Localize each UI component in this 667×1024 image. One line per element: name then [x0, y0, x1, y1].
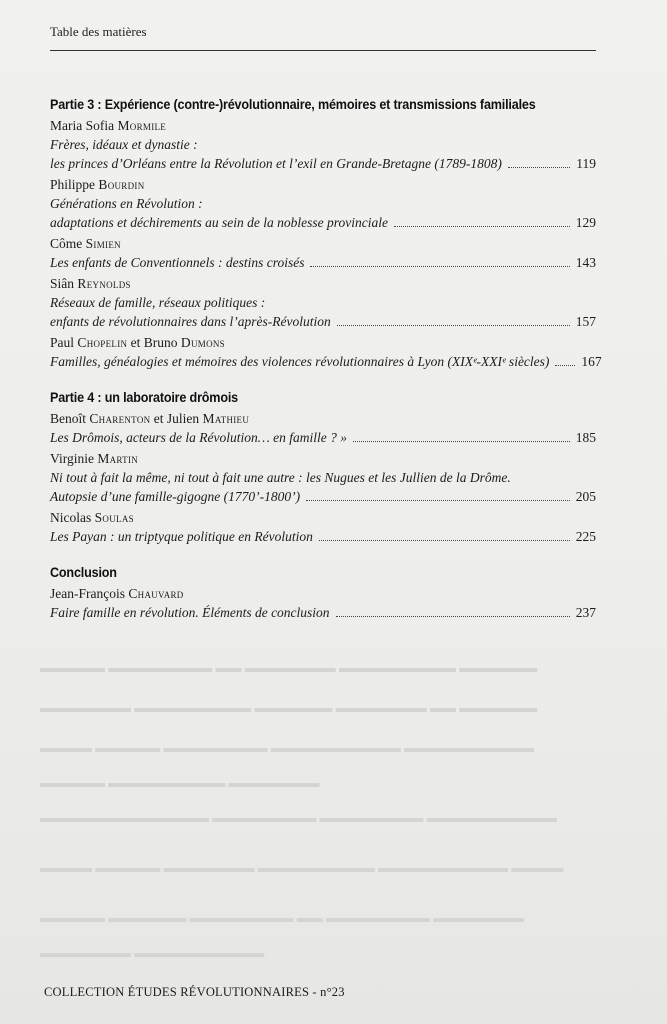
page-number: 225 — [575, 529, 596, 544]
author-last-name: Mathieu — [202, 411, 250, 426]
entry-title-leader-line — [50, 603, 596, 622]
entry-author — [50, 175, 596, 194]
entry-title-leader-line — [50, 253, 596, 272]
author-last-name: Soulas — [94, 510, 134, 525]
author-first-name: Virginie — [50, 451, 94, 466]
entry-title-line: Les Payan : un triptyque politique en Révolution — [50, 529, 313, 544]
entry-title-line: les princes d’Orléans entre la Révolution et l’exil en Grande-Bretagne (1789-1808) — [50, 156, 502, 171]
author-last-name: Chauvard — [128, 586, 184, 601]
entry-title-leader-line — [50, 312, 596, 331]
page-number: 157 — [575, 314, 596, 329]
collection-footer: COLLECTION ÉTUDES RÉVOLUTIONNAIRES - n°23 — [44, 985, 345, 999]
leader-dots — [306, 500, 570, 501]
show-through-decoration: ▬▬▬▬▬▬▬▬▬▬▬▬▬ ▬▬▬▬▬▬▬▬ ▬▬▬▬▬▬▬▬ ▬▬▬▬▬▬▬▬▬▬ — [40, 810, 557, 825]
leader-dots — [508, 167, 570, 168]
show-through-decoration: ▬▬▬▬▬▬▬ ▬▬▬▬▬▬▬▬▬ ▬▬▬▬▬▬ ▬▬▬▬▬▬▬ ▬▬ ▬▬▬▬▬▬ — [40, 700, 538, 715]
leader-dots — [319, 540, 570, 541]
author-last-name: Reynolds — [77, 276, 131, 291]
toc-entry[interactable] — [50, 508, 596, 546]
show-through-decoration: ▬▬▬▬▬ ▬▬▬▬▬▬▬▬ ▬▬ ▬▬▬▬▬▬▬ ▬▬▬▬▬▬▬▬▬ ▬▬▬▬▬▬ — [40, 660, 538, 675]
entry-title-line: Ni tout à fait la même, ni tout à fait une autre : les Nugues et les Jullien de la Drôme. — [50, 470, 511, 485]
author-first-name: Côme — [50, 236, 83, 251]
entry-title-line: Réseaux de famille, réseaux politiques : — [50, 295, 266, 310]
entry-title-leader-line — [50, 527, 596, 546]
entry-title-line: Autopsie d’une famille-gigogne (1770’-1800’) — [50, 489, 301, 504]
author-first-name: Jean-François — [50, 586, 125, 601]
entry-title-line: Faire famille en révolution. Éléments de conclusion — [50, 605, 330, 620]
show-through-decoration: ▬▬▬▬▬ ▬▬▬▬▬▬ ▬▬▬▬▬▬▬▬ ▬▬ ▬▬▬▬▬▬▬▬ ▬▬▬▬▬▬▬ — [40, 910, 525, 925]
entry-title-leader-line — [50, 154, 596, 173]
author-first-name: Maria Sofia — [50, 118, 115, 133]
header-rule — [50, 50, 596, 51]
leader-dots — [394, 226, 570, 227]
entry-author — [50, 584, 596, 603]
table-of-contents — [50, 96, 602, 624]
page-number: 167 — [581, 354, 602, 369]
entry-title-leader-line — [50, 428, 596, 447]
toc-entry[interactable] — [50, 584, 596, 622]
author-last-name: Dumons — [180, 335, 225, 350]
part-title: Partie 3 : Expérience (contre-)révolutionnaire, mémoires et transmissions familiales — [50, 96, 536, 112]
entry-author — [50, 449, 596, 468]
leader-dots — [337, 325, 570, 326]
author-last-name: Chopelin — [77, 335, 128, 350]
part-title: Conclusion — [50, 564, 117, 580]
show-through-decoration: ▬▬▬▬ ▬▬▬▬▬ ▬▬▬▬▬▬▬ ▬▬▬▬▬▬▬▬▬ ▬▬▬▬▬▬▬▬▬▬ ▬▬▬▬ — [40, 860, 564, 875]
toc-entry[interactable] — [50, 449, 596, 506]
entry-author — [50, 116, 596, 135]
author-first-name: Nicolas — [50, 510, 92, 525]
author-conjunction: et — [130, 335, 141, 350]
leader-dots — [555, 365, 575, 366]
author-first-name: Siân — [50, 276, 75, 291]
running-head: Table des matières — [50, 24, 147, 39]
author-first-name: Bruno — [143, 335, 178, 350]
entry-title-leader-line — [50, 487, 596, 506]
entry-title-line: adaptations et déchirements au sein de la noblesse provinciale — [50, 215, 388, 230]
toc-entry[interactable] — [50, 116, 596, 173]
toc-entry[interactable] — [50, 234, 596, 272]
entry-title-line: Les enfants de Conventionnels : destins croisés — [50, 255, 305, 270]
author-last-name: Mormile — [117, 118, 167, 133]
author-last-name: Simien — [85, 236, 121, 251]
page-number: 185 — [575, 430, 596, 445]
author-conjunction: et — [153, 411, 164, 426]
toc-entry[interactable] — [50, 333, 602, 371]
author-last-name: Bourdin — [98, 177, 145, 192]
show-through-decoration: ▬▬▬▬ ▬▬▬▬▬ ▬▬▬▬▬▬▬▬ ▬▬▬▬▬▬▬▬▬▬ ▬▬▬▬▬▬▬▬▬▬ — [40, 740, 534, 755]
author-first-name: Benoît — [50, 411, 86, 426]
part-title: Partie 4 : un laboratoire drômois — [50, 389, 239, 405]
author-first-name: Paul — [50, 335, 75, 350]
entry-title-line: enfants de révolutionnaires dans l’après-Révolution — [50, 314, 331, 329]
page-number: 129 — [575, 215, 596, 230]
entry-author — [50, 274, 596, 293]
entry-author — [50, 409, 596, 428]
entry-title-line: Les Drômois, acteurs de la Révolution… en famille ? » — [50, 430, 347, 445]
entry-title-line: Frères, idéaux et dynastie : — [50, 137, 198, 152]
entry-author — [50, 333, 596, 352]
author-last-name: Martin — [97, 451, 139, 466]
leader-dots — [353, 441, 570, 442]
toc-entry[interactable] — [50, 409, 596, 447]
page-number: 119 — [576, 156, 596, 171]
entry-title-leader-line — [50, 213, 596, 232]
entry-author — [50, 234, 596, 253]
show-through-decoration: ▬▬▬▬▬▬▬ ▬▬▬▬▬▬▬▬▬▬ — [40, 945, 265, 960]
entry-author — [50, 508, 596, 527]
page-number: 143 — [575, 255, 596, 270]
page-number: 205 — [575, 489, 596, 504]
author-last-name: Charenton — [89, 411, 151, 426]
entry-title-leader-line — [50, 352, 602, 371]
page-number: 237 — [575, 605, 596, 620]
entry-title-line: Familles, généalogies et mémoires des violences révolutionnaires à Lyon (XIXᵉ-XXIᵉ siècles) — [50, 354, 550, 369]
entry-title-line: Générations en Révolution : — [50, 196, 203, 211]
toc-entry[interactable] — [50, 175, 596, 232]
toc-entry[interactable] — [50, 274, 596, 331]
show-through-decoration: ▬▬▬▬▬ ▬▬▬▬▬▬▬▬▬ ▬▬▬▬▬▬▬ — [40, 775, 320, 790]
leader-dots — [310, 266, 569, 267]
author-first-name: Philippe — [50, 177, 96, 192]
leader-dots — [336, 616, 570, 617]
author-first-name: Julien — [166, 411, 200, 426]
